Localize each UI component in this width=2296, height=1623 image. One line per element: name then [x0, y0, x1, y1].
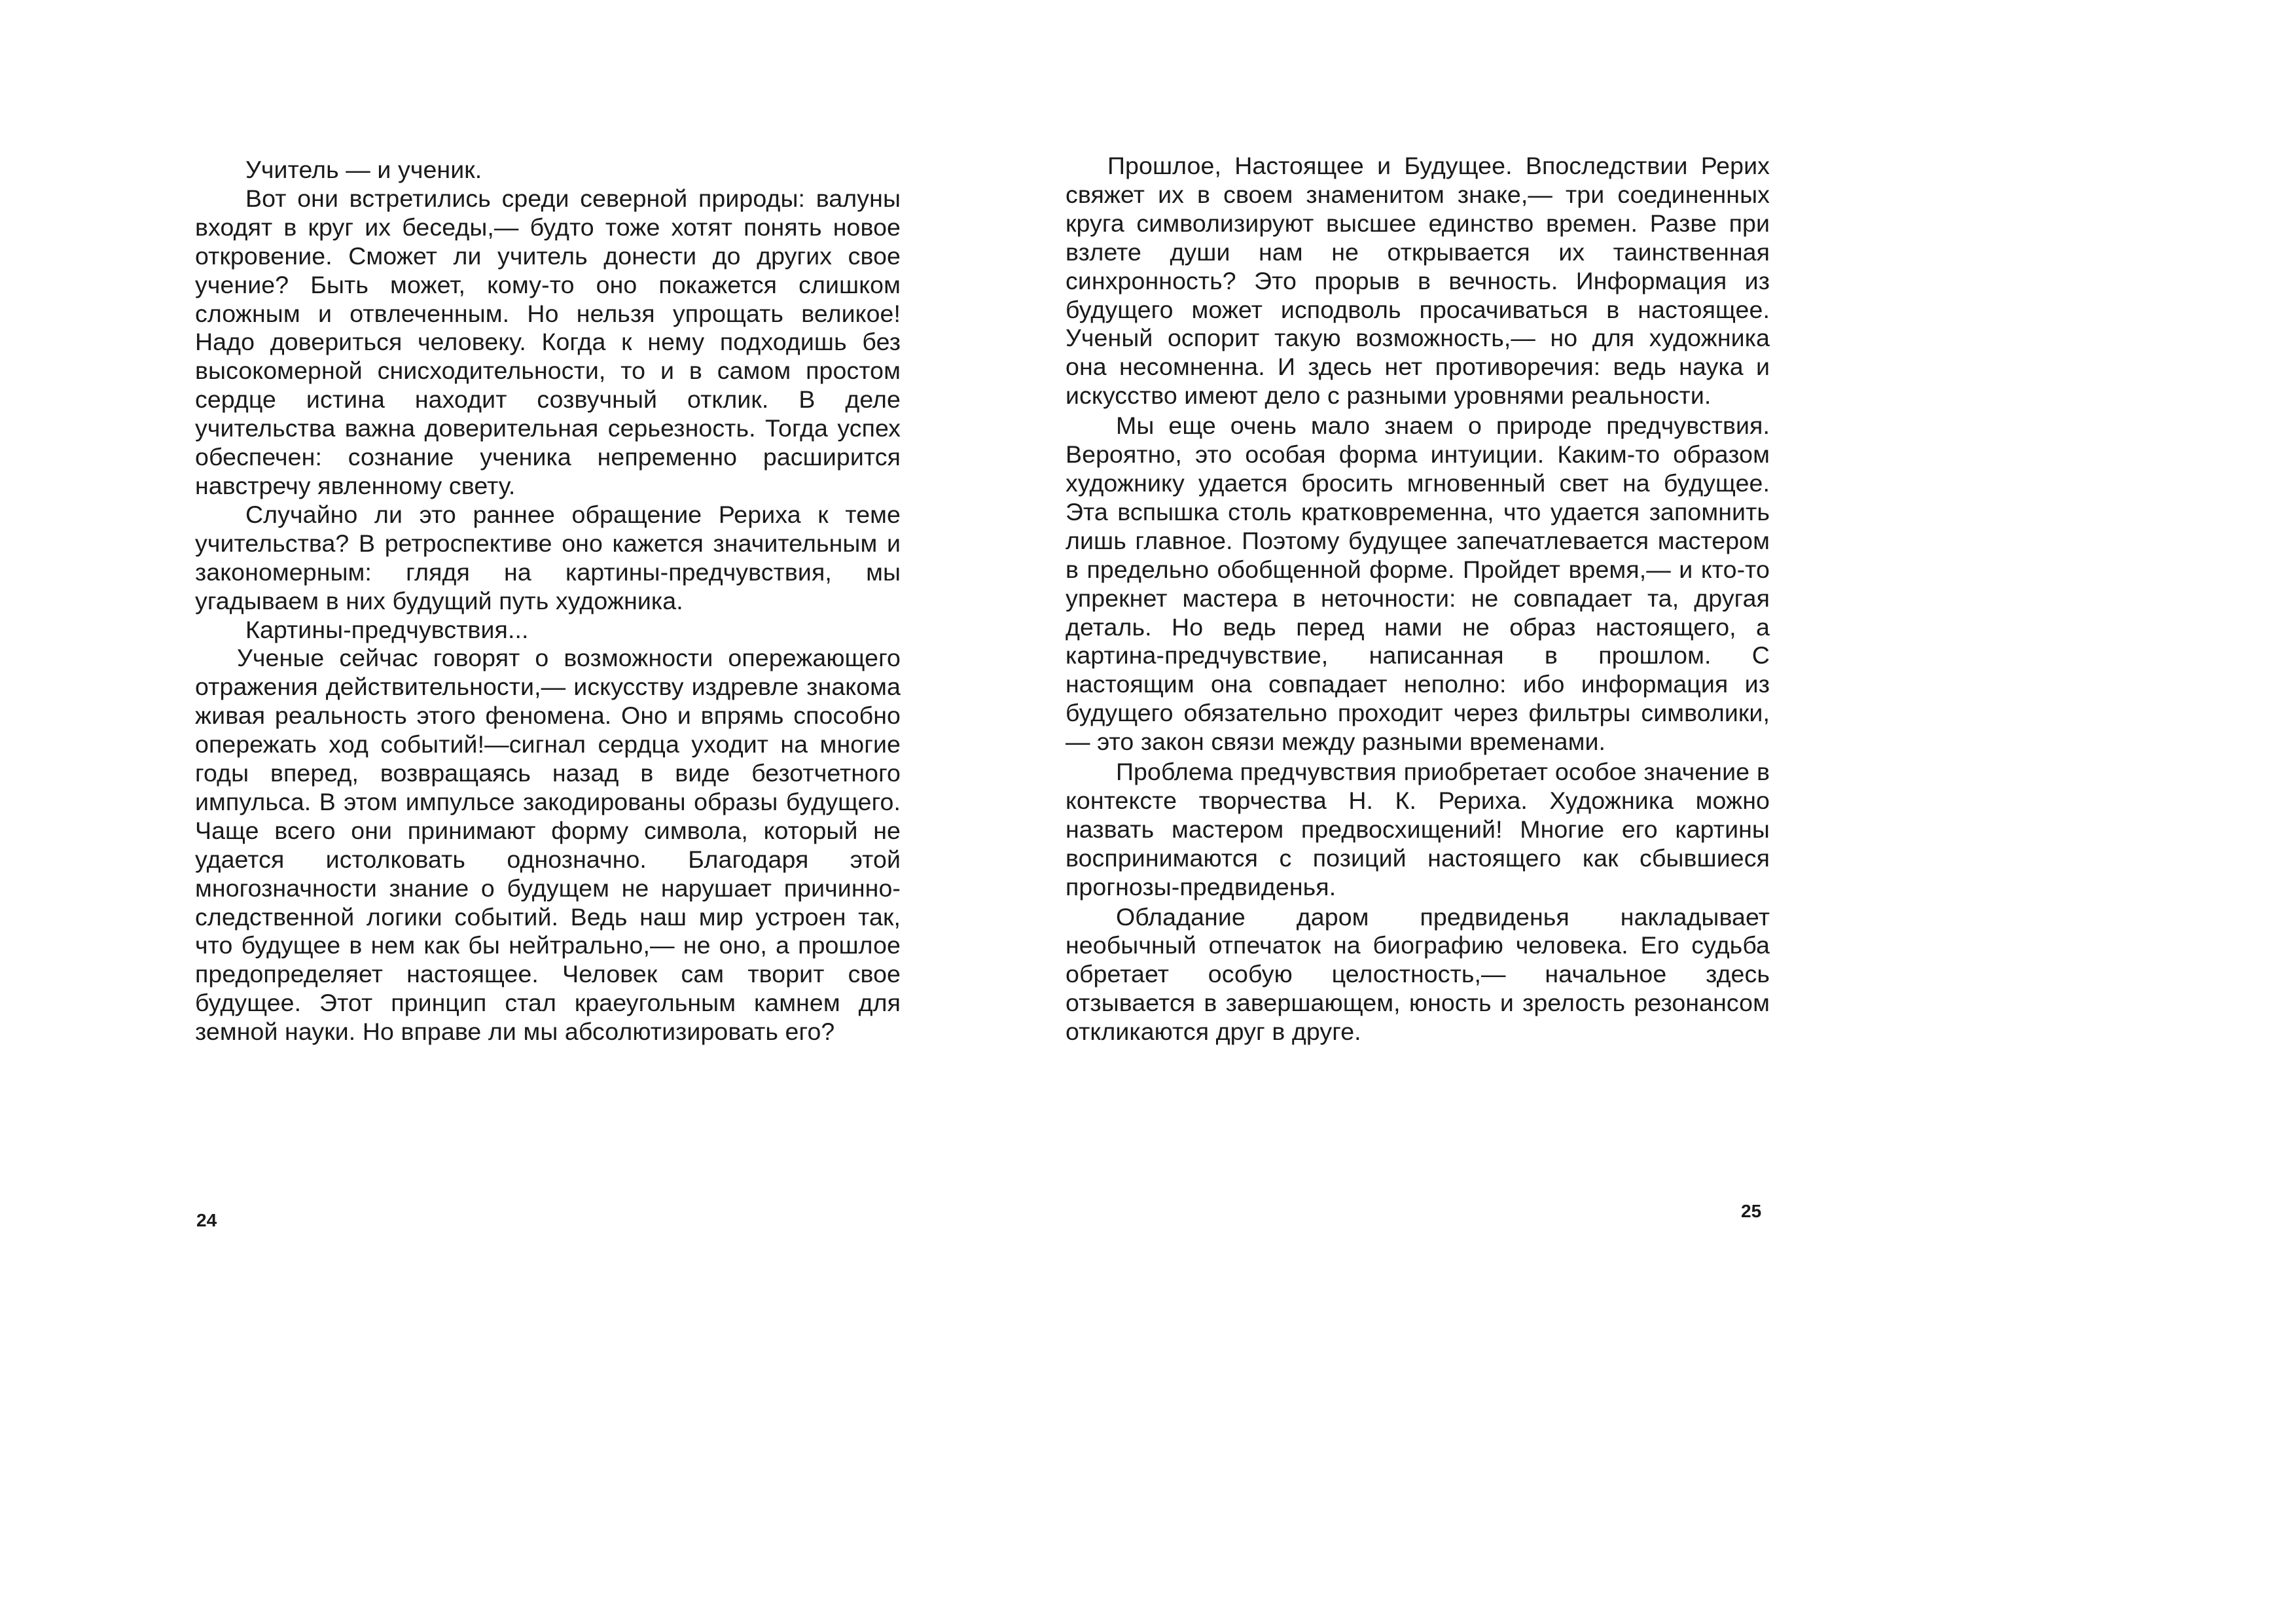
page-number-right: 25: [1741, 1201, 1762, 1221]
right-page: [1066, 152, 1770, 1046]
page-number-left: 24: [196, 1210, 217, 1230]
right-paragraph-2: Мы еще очень мало знаем о природе предчувствия. Вероятно, это особая форма интуиции. Каким-то образом художнику удается бросить мгновенный свет на будущее. Эта вспышка столь кратковременна, что удается запомнить лишь главное. Поэтому будущее запечатлевается мастером в предельно обобщенной форме. Пройдет время,— и кто-то упрекнет мастера в неточности: не совпадает та, другая деталь. Но ведь перед нами не образ настоящего, а картина-предчувствие, написанная в прошлом. С настоящим она совпадает неполно: ибо информация из будущего обязательно проходит через фильтры символики,— это закон связи между разными временами.: [1066, 412, 1770, 756]
left-paragraph-2: Вот они встретились среди северной природы: валуны входят в круг их беседы,— будто тоже хотят понять новое откровение. Сможет ли учитель донести до других свое учение? Быть может, кому-то оно покажется слишком сложным и отвлеченным. Но нельзя упрощать великое! Надо довериться человеку. Когда к нему подходишь без высокомерной снисходительности, то и в самом простом сердце истина находит созвучный отклик. В деле учительства важна доверительная серьезность. Тогда успех обеспечен: сознание ученика непременно расширится навстречу явленному свету.: [195, 184, 901, 499]
left-paragraph-4: Картины-предчувствия...: [245, 615, 529, 643]
left-paragraph-1: Учитель — и ученик.: [245, 156, 482, 183]
right-paragraph-3: Проблема предчувствия приобретает особое значение в контексте творчества Н. К. Рериха. Художника можно назвать мастером предвосхищений! Многие его картины воспринимаются с позиций настоящего как сбывшиеся прогнозы-предвиденья.: [1066, 758, 1770, 901]
right-paragraph-1: Прошлое, Настоящее и Будущее. Впоследствии Рерих свяжет их в своем знаменитом знаке,— три соединенных круга символизируют высшее единство времен. Разве при взлете души нам не открывается их таинственная синхронность? Это прорыв в вечность. Информация из будущего может исподволь просачиваться в настоящее. Ученый оспорит такую возможность,— но для художника она несомненна. И здесь нет противоречия: ведь наука и искусство имеют дело с разными уровнями реальности.: [1066, 152, 1770, 410]
left-paragraph-3: Случайно ли это раннее обращение Рериха к теме учительства? В ретроспективе оно кажется значительным и закономерным: глядя на картины-предчувствия, мы угадываем в них будущий путь художника.: [195, 500, 901, 615]
right-paragraph-4: Обладание даром предвиденья накладывает необычный отпечаток на биографию человека. Его судьба обретает особую целостность,— начальное здесь отзывается в завершающем, юность и зрелость резонансом откликаются друг в друге.: [1066, 902, 1770, 1046]
left-page: [195, 156, 901, 1046]
left-paragraph-5: Ученые сейчас говорят о возможности опережающего отражения действительности,— искусству издревле знакома живая реальность этого феномена. Оно и впрямь способно опережать ход событий!—сигнал сердца уходит на многие годы вперед, возвращаясь назад в виде безотчетного импульса. В этом импульсе закодированы образы будущего. Чаще всего они принимают форму символа, который не удается истолковать однозначно. Благодаря этой многозначности знание о будущем не нарушает причинно-следственной логики событий. Ведь наш мир устроен так, что будущее в нем как бы нейтрально,— не оно, а прошлое предопределяет настоящее. Человек сам творит свое будущее. Этот принцип стал краеугольным камнем для земной науки. Но вправе ли мы абсолютизировать его?: [195, 644, 901, 1046]
